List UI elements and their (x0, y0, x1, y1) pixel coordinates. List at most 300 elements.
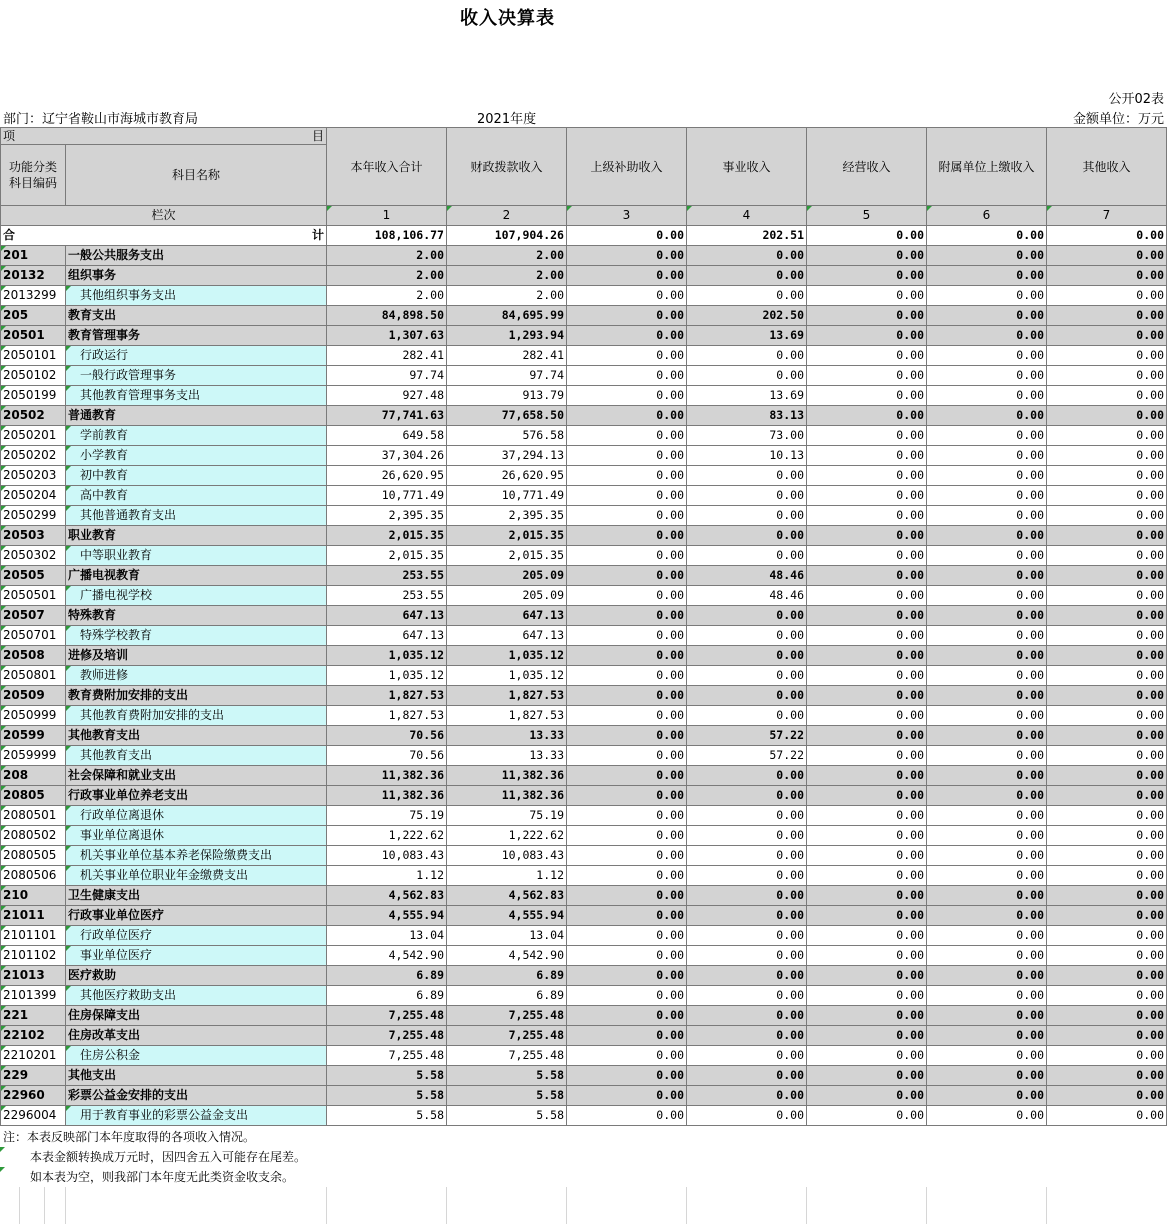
subject-name-cell[interactable] (66, 846, 327, 866)
amount-cell-col-1[interactable]: 2,015.35 (327, 526, 447, 546)
amount-cell-col-2[interactable]: 2.00 (447, 246, 567, 266)
amount-cell-col-4[interactable]: 0.00 (687, 786, 807, 806)
amount-cell-col-2[interactable]: 2,395.35 (447, 506, 567, 526)
amount-cell-col-4[interactable]: 0.00 (687, 946, 807, 966)
amount-cell-col-1[interactable]: 253.55 (327, 586, 447, 606)
amount-cell-col-6[interactable]: 0.00 (927, 766, 1047, 786)
amount-cell-col-4[interactable]: 0.00 (687, 686, 807, 706)
amount-cell-col-2[interactable]: 26,620.95 (447, 466, 567, 486)
amount-cell-col-2[interactable]: 5.58 (447, 1086, 567, 1106)
amount-cell-col-7[interactable]: 0.00 (1047, 386, 1167, 406)
amount-cell-col-1[interactable]: 253.55 (327, 566, 447, 586)
amount-cell-col-2[interactable]: 7,255.48 (447, 1026, 567, 1046)
amount-cell-col-1[interactable]: 2.00 (327, 286, 447, 306)
amount-cell-col-2[interactable]: 10,083.43 (447, 846, 567, 866)
col-number-7[interactable]: 7 (1047, 206, 1167, 226)
subject-name-cell[interactable] (66, 686, 327, 706)
amount-cell-col-3[interactable]: 0.00 (567, 566, 687, 586)
amount-cell-col-5[interactable]: 0.00 (807, 286, 927, 306)
subject-name-cell[interactable] (66, 346, 327, 366)
subject-name-cell[interactable] (66, 766, 327, 786)
total-value-4[interactable]: 202.51 (687, 226, 807, 246)
amount-cell-col-2[interactable]: 75.19 (447, 806, 567, 826)
amount-cell-col-6[interactable]: 0.00 (927, 806, 1047, 826)
amount-cell-col-7[interactable]: 0.00 (1047, 866, 1167, 886)
amount-cell-col-5[interactable]: 0.00 (807, 326, 927, 346)
subject-code-cell[interactable] (1, 786, 66, 806)
amount-cell-col-2[interactable]: 647.13 (447, 606, 567, 626)
col-number-1[interactable]: 1 (327, 206, 447, 226)
subject-name-cell[interactable] (66, 266, 327, 286)
subject-name-cell[interactable] (66, 1086, 327, 1106)
amount-cell-col-6[interactable]: 0.00 (927, 1066, 1047, 1086)
amount-cell-col-7[interactable]: 0.00 (1047, 606, 1167, 626)
amount-cell-col-5[interactable]: 0.00 (807, 746, 927, 766)
amount-cell-col-3[interactable]: 0.00 (567, 646, 687, 666)
subject-name-cell[interactable] (66, 1006, 327, 1026)
subject-name-cell[interactable] (66, 926, 327, 946)
amount-cell-col-2[interactable]: 1,827.53 (447, 706, 567, 726)
amount-cell-col-2[interactable]: 1,222.62 (447, 826, 567, 846)
amount-cell-col-4[interactable]: 10.13 (687, 446, 807, 466)
amount-cell-col-6[interactable]: 0.00 (927, 246, 1047, 266)
amount-cell-col-1[interactable]: 70.56 (327, 746, 447, 766)
amount-cell-col-4[interactable]: 0.00 (687, 886, 807, 906)
amount-cell-col-4[interactable]: 0.00 (687, 806, 807, 826)
subject-code-cell[interactable] (1, 506, 66, 526)
amount-cell-col-7[interactable]: 0.00 (1047, 566, 1167, 586)
subject-code-cell[interactable] (1, 1026, 66, 1046)
header-subject-name[interactable]: 科目名称 (66, 145, 327, 206)
amount-cell-col-1[interactable]: 4,555.94 (327, 906, 447, 926)
amount-cell-col-7[interactable]: 0.00 (1047, 706, 1167, 726)
amount-cell-col-6[interactable]: 0.00 (927, 1046, 1047, 1066)
amount-cell-col-6[interactable]: 0.00 (927, 406, 1047, 426)
amount-cell-col-2[interactable]: 2.00 (447, 266, 567, 286)
amount-cell-col-3[interactable]: 0.00 (567, 906, 687, 926)
amount-cell-col-4[interactable]: 0.00 (687, 826, 807, 846)
amount-cell-col-5[interactable]: 0.00 (807, 1006, 927, 1026)
amount-cell-col-5[interactable]: 0.00 (807, 606, 927, 626)
amount-cell-col-6[interactable]: 0.00 (927, 746, 1047, 766)
amount-cell-col-5[interactable]: 0.00 (807, 826, 927, 846)
amount-cell-col-4[interactable]: 83.13 (687, 406, 807, 426)
amount-cell-col-7[interactable]: 0.00 (1047, 986, 1167, 1006)
subject-name-cell[interactable] (66, 946, 327, 966)
amount-cell-col-1[interactable]: 1,827.53 (327, 686, 447, 706)
subject-name-cell[interactable] (66, 386, 327, 406)
amount-cell-col-6[interactable]: 0.00 (927, 846, 1047, 866)
amount-cell-col-4[interactable]: 0.00 (687, 666, 807, 686)
subject-code-cell[interactable] (1, 1006, 66, 1026)
amount-cell-col-5[interactable]: 0.00 (807, 386, 927, 406)
amount-cell-col-7[interactable]: 0.00 (1047, 406, 1167, 426)
amount-cell-col-7[interactable]: 0.00 (1047, 446, 1167, 466)
subject-name-cell[interactable] (66, 826, 327, 846)
subject-code-cell[interactable] (1, 406, 66, 426)
amount-cell-col-3[interactable]: 0.00 (567, 286, 687, 306)
header-col-7[interactable]: 其他收入 (1047, 128, 1167, 206)
amount-cell-col-2[interactable]: 5.58 (447, 1066, 567, 1086)
amount-cell-col-6[interactable]: 0.00 (927, 546, 1047, 566)
amount-cell-col-5[interactable]: 0.00 (807, 806, 927, 826)
subject-name-cell[interactable] (66, 306, 327, 326)
amount-cell-col-4[interactable]: 202.50 (687, 306, 807, 326)
amount-cell-col-5[interactable]: 0.00 (807, 706, 927, 726)
total-value-1[interactable]: 108,106.77 (327, 226, 447, 246)
subject-name-cell[interactable] (66, 506, 327, 526)
amount-cell-col-1[interactable]: 1,222.62 (327, 826, 447, 846)
amount-cell-col-6[interactable]: 0.00 (927, 906, 1047, 926)
amount-cell-col-3[interactable]: 0.00 (567, 746, 687, 766)
total-value-2[interactable]: 107,904.26 (447, 226, 567, 246)
total-value-5[interactable]: 0.00 (807, 226, 927, 246)
amount-cell-col-6[interactable]: 0.00 (927, 866, 1047, 886)
amount-cell-col-3[interactable]: 0.00 (567, 266, 687, 286)
amount-cell-col-6[interactable]: 0.00 (927, 426, 1047, 446)
subject-code-cell[interactable] (1, 686, 66, 706)
amount-cell-col-5[interactable]: 0.00 (807, 346, 927, 366)
amount-cell-col-3[interactable]: 0.00 (567, 966, 687, 986)
amount-cell-col-6[interactable]: 0.00 (927, 646, 1047, 666)
subject-code-cell[interactable] (1, 446, 66, 466)
amount-cell-col-4[interactable]: 0.00 (687, 486, 807, 506)
amount-cell-col-6[interactable]: 0.00 (927, 606, 1047, 626)
subject-code-cell[interactable] (1, 846, 66, 866)
header-lanci[interactable]: 栏次 (1, 206, 327, 226)
amount-cell-col-4[interactable]: 0.00 (687, 606, 807, 626)
subject-name-cell[interactable] (66, 866, 327, 886)
amount-cell-col-5[interactable]: 0.00 (807, 846, 927, 866)
subject-name-cell[interactable] (66, 646, 327, 666)
amount-cell-col-4[interactable]: 0.00 (687, 766, 807, 786)
subject-name-cell[interactable] (66, 546, 327, 566)
amount-cell-col-3[interactable]: 0.00 (567, 466, 687, 486)
amount-cell-col-5[interactable]: 0.00 (807, 1106, 927, 1126)
amount-cell-col-6[interactable]: 0.00 (927, 286, 1047, 306)
amount-cell-col-1[interactable]: 647.13 (327, 606, 447, 626)
subject-code-cell[interactable] (1, 306, 66, 326)
amount-cell-col-4[interactable]: 48.46 (687, 566, 807, 586)
amount-cell-col-4[interactable]: 0.00 (687, 1066, 807, 1086)
amount-cell-col-2[interactable]: 10,771.49 (447, 486, 567, 506)
amount-cell-col-3[interactable]: 0.00 (567, 1046, 687, 1066)
subject-name-cell[interactable] (66, 426, 327, 446)
amount-cell-col-1[interactable]: 77,741.63 (327, 406, 447, 426)
amount-cell-col-3[interactable]: 0.00 (567, 306, 687, 326)
amount-cell-col-3[interactable]: 0.00 (567, 506, 687, 526)
amount-cell-col-1[interactable]: 1,035.12 (327, 666, 447, 686)
amount-cell-col-6[interactable]: 0.00 (927, 366, 1047, 386)
subject-name-cell[interactable] (66, 406, 327, 426)
amount-cell-col-7[interactable]: 0.00 (1047, 1026, 1167, 1046)
subject-code-cell[interactable] (1, 706, 66, 726)
subject-code-cell[interactable] (1, 1046, 66, 1066)
amount-cell-col-1[interactable]: 1.12 (327, 866, 447, 886)
amount-cell-col-7[interactable]: 0.00 (1047, 366, 1167, 386)
subject-name-cell[interactable] (66, 986, 327, 1006)
amount-cell-col-7[interactable]: 0.00 (1047, 686, 1167, 706)
amount-cell-col-6[interactable]: 0.00 (927, 1006, 1047, 1026)
subject-code-cell[interactable] (1, 486, 66, 506)
amount-cell-col-3[interactable]: 0.00 (567, 706, 687, 726)
amount-cell-col-7[interactable]: 0.00 (1047, 246, 1167, 266)
amount-cell-col-3[interactable]: 0.00 (567, 686, 687, 706)
amount-cell-col-7[interactable]: 0.00 (1047, 646, 1167, 666)
subject-code-cell[interactable] (1, 986, 66, 1006)
amount-cell-col-5[interactable]: 0.00 (807, 486, 927, 506)
subject-code-cell[interactable] (1, 326, 66, 346)
amount-cell-col-1[interactable]: 4,562.83 (327, 886, 447, 906)
amount-cell-col-6[interactable]: 0.00 (927, 266, 1047, 286)
amount-cell-col-4[interactable]: 73.00 (687, 426, 807, 446)
amount-cell-col-1[interactable]: 2,015.35 (327, 546, 447, 566)
amount-cell-col-7[interactable]: 0.00 (1047, 306, 1167, 326)
amount-cell-col-4[interactable]: 57.22 (687, 726, 807, 746)
amount-cell-col-3[interactable]: 0.00 (567, 366, 687, 386)
amount-cell-col-2[interactable]: 205.09 (447, 586, 567, 606)
header-col-4[interactable]: 事业收入 (687, 128, 807, 206)
amount-cell-col-3[interactable]: 0.00 (567, 666, 687, 686)
amount-cell-col-5[interactable]: 0.00 (807, 1046, 927, 1066)
subject-name-cell[interactable] (66, 566, 327, 586)
amount-cell-col-4[interactable]: 0.00 (687, 1086, 807, 1106)
amount-cell-col-7[interactable]: 0.00 (1047, 486, 1167, 506)
amount-cell-col-1[interactable]: 84,898.50 (327, 306, 447, 326)
amount-cell-col-7[interactable]: 0.00 (1047, 906, 1167, 926)
subject-code-cell[interactable] (1, 526, 66, 546)
amount-cell-col-5[interactable]: 0.00 (807, 786, 927, 806)
subject-code-cell[interactable] (1, 806, 66, 826)
amount-cell-col-7[interactable]: 0.00 (1047, 1006, 1167, 1026)
amount-cell-col-2[interactable]: 77,658.50 (447, 406, 567, 426)
amount-cell-col-4[interactable]: 13.69 (687, 326, 807, 346)
amount-cell-col-1[interactable]: 7,255.48 (327, 1026, 447, 1046)
header-col-6[interactable]: 附属单位上缴收入 (927, 128, 1047, 206)
amount-cell-col-7[interactable]: 0.00 (1047, 806, 1167, 826)
amount-cell-col-7[interactable]: 0.00 (1047, 966, 1167, 986)
amount-cell-col-5[interactable]: 0.00 (807, 586, 927, 606)
amount-cell-col-7[interactable]: 0.00 (1047, 726, 1167, 746)
header-col-3[interactable]: 上级补助收入 (567, 128, 687, 206)
amount-cell-col-7[interactable]: 0.00 (1047, 926, 1167, 946)
amount-cell-col-6[interactable]: 0.00 (927, 326, 1047, 346)
amount-cell-col-1[interactable]: 5.58 (327, 1086, 447, 1106)
amount-cell-col-7[interactable]: 0.00 (1047, 946, 1167, 966)
amount-cell-col-7[interactable]: 0.00 (1047, 786, 1167, 806)
amount-cell-col-5[interactable]: 0.00 (807, 546, 927, 566)
amount-cell-col-5[interactable]: 0.00 (807, 966, 927, 986)
amount-cell-col-7[interactable]: 0.00 (1047, 886, 1167, 906)
amount-cell-col-5[interactable]: 0.00 (807, 366, 927, 386)
subject-code-cell[interactable] (1, 866, 66, 886)
amount-cell-col-4[interactable]: 0.00 (687, 246, 807, 266)
amount-cell-col-2[interactable]: 13.33 (447, 746, 567, 766)
amount-cell-col-3[interactable]: 0.00 (567, 766, 687, 786)
amount-cell-col-6[interactable]: 0.00 (927, 626, 1047, 646)
subject-code-cell[interactable] (1, 606, 66, 626)
amount-cell-col-4[interactable]: 0.00 (687, 1006, 807, 1026)
amount-cell-col-3[interactable]: 0.00 (567, 386, 687, 406)
amount-cell-col-2[interactable]: 5.58 (447, 1106, 567, 1126)
amount-cell-col-6[interactable]: 0.00 (927, 706, 1047, 726)
subject-name-cell[interactable] (66, 886, 327, 906)
amount-cell-col-1[interactable]: 2.00 (327, 266, 447, 286)
subject-name-cell[interactable] (66, 966, 327, 986)
amount-cell-col-3[interactable]: 0.00 (567, 986, 687, 1006)
amount-cell-col-6[interactable]: 0.00 (927, 1106, 1047, 1126)
subject-name-cell[interactable] (66, 906, 327, 926)
amount-cell-col-7[interactable]: 0.00 (1047, 826, 1167, 846)
subject-name-cell[interactable] (66, 466, 327, 486)
amount-cell-col-3[interactable]: 0.00 (567, 1066, 687, 1086)
subject-code-cell[interactable] (1, 746, 66, 766)
amount-cell-col-1[interactable]: 97.74 (327, 366, 447, 386)
amount-cell-col-4[interactable]: 0.00 (687, 506, 807, 526)
amount-cell-col-1[interactable]: 26,620.95 (327, 466, 447, 486)
amount-cell-col-7[interactable]: 0.00 (1047, 1106, 1167, 1126)
amount-cell-col-6[interactable]: 0.00 (927, 1026, 1047, 1046)
amount-cell-col-7[interactable]: 0.00 (1047, 506, 1167, 526)
amount-cell-col-1[interactable]: 647.13 (327, 626, 447, 646)
amount-cell-col-2[interactable]: 84,695.99 (447, 306, 567, 326)
amount-cell-col-1[interactable]: 37,304.26 (327, 446, 447, 466)
header-col-5[interactable]: 经营收入 (807, 128, 927, 206)
amount-cell-col-5[interactable]: 0.00 (807, 766, 927, 786)
amount-cell-col-4[interactable]: 0.00 (687, 846, 807, 866)
subject-name-cell[interactable] (66, 246, 327, 266)
amount-cell-col-4[interactable]: 0.00 (687, 366, 807, 386)
amount-cell-col-7[interactable]: 0.00 (1047, 286, 1167, 306)
amount-cell-col-3[interactable]: 0.00 (567, 726, 687, 746)
amount-cell-col-5[interactable]: 0.00 (807, 446, 927, 466)
amount-cell-col-5[interactable]: 0.00 (807, 926, 927, 946)
amount-cell-col-5[interactable]: 0.00 (807, 566, 927, 586)
subject-name-cell[interactable] (66, 1106, 327, 1126)
subject-name-cell[interactable] (66, 806, 327, 826)
amount-cell-col-5[interactable]: 0.00 (807, 946, 927, 966)
subject-code-cell[interactable] (1, 626, 66, 646)
subject-code-cell[interactable] (1, 586, 66, 606)
amount-cell-col-2[interactable]: 11,382.36 (447, 766, 567, 786)
amount-cell-col-5[interactable]: 0.00 (807, 626, 927, 646)
amount-cell-col-6[interactable]: 0.00 (927, 826, 1047, 846)
amount-cell-col-4[interactable]: 0.00 (687, 346, 807, 366)
amount-cell-col-2[interactable]: 1,035.12 (447, 646, 567, 666)
total-value-7[interactable]: 0.00 (1047, 226, 1167, 246)
amount-cell-col-7[interactable]: 0.00 (1047, 266, 1167, 286)
amount-cell-col-4[interactable]: 0.00 (687, 906, 807, 926)
amount-cell-col-5[interactable]: 0.00 (807, 1026, 927, 1046)
amount-cell-col-4[interactable]: 13.69 (687, 386, 807, 406)
col-number-2[interactable]: 2 (447, 206, 567, 226)
total-value-3[interactable]: 0.00 (567, 226, 687, 246)
amount-cell-col-2[interactable]: 1,035.12 (447, 666, 567, 686)
subject-code-cell[interactable] (1, 426, 66, 446)
amount-cell-col-2[interactable]: 11,382.36 (447, 786, 567, 806)
amount-cell-col-1[interactable]: 2,395.35 (327, 506, 447, 526)
amount-cell-col-4[interactable]: 0.00 (687, 1046, 807, 1066)
amount-cell-col-2[interactable]: 2,015.35 (447, 526, 567, 546)
amount-cell-col-1[interactable]: 11,382.36 (327, 786, 447, 806)
amount-cell-col-2[interactable]: 6.89 (447, 986, 567, 1006)
subject-name-cell[interactable] (66, 366, 327, 386)
subject-name-cell[interactable] (66, 486, 327, 506)
amount-cell-col-5[interactable]: 0.00 (807, 726, 927, 746)
amount-cell-col-1[interactable]: 7,255.48 (327, 1006, 447, 1026)
amount-cell-col-1[interactable]: 13.04 (327, 926, 447, 946)
subject-code-cell[interactable] (1, 926, 66, 946)
amount-cell-col-3[interactable]: 0.00 (567, 946, 687, 966)
amount-cell-col-5[interactable]: 0.00 (807, 666, 927, 686)
amount-cell-col-4[interactable]: 0.00 (687, 266, 807, 286)
subject-code-cell[interactable] (1, 666, 66, 686)
amount-cell-col-5[interactable]: 0.00 (807, 506, 927, 526)
amount-cell-col-4[interactable]: 0.00 (687, 926, 807, 946)
subject-name-cell[interactable] (66, 666, 327, 686)
amount-cell-col-3[interactable]: 0.00 (567, 406, 687, 426)
amount-cell-col-6[interactable]: 0.00 (927, 446, 1047, 466)
amount-cell-col-7[interactable]: 0.00 (1047, 526, 1167, 546)
amount-cell-col-2[interactable]: 2,015.35 (447, 546, 567, 566)
amount-cell-col-3[interactable]: 0.00 (567, 446, 687, 466)
amount-cell-col-1[interactable]: 10,771.49 (327, 486, 447, 506)
subject-code-cell[interactable] (1, 1106, 66, 1126)
amount-cell-col-5[interactable]: 0.00 (807, 866, 927, 886)
amount-cell-col-6[interactable]: 0.00 (927, 466, 1047, 486)
amount-cell-col-4[interactable]: 0.00 (687, 966, 807, 986)
amount-cell-col-6[interactable]: 0.00 (927, 966, 1047, 986)
amount-cell-col-7[interactable]: 0.00 (1047, 466, 1167, 486)
amount-cell-col-4[interactable]: 0.00 (687, 646, 807, 666)
amount-cell-col-4[interactable]: 0.00 (687, 626, 807, 646)
subject-name-cell[interactable] (66, 1046, 327, 1066)
amount-cell-col-6[interactable]: 0.00 (927, 986, 1047, 1006)
subject-code-cell[interactable] (1, 1066, 66, 1086)
subject-name-cell[interactable] (66, 526, 327, 546)
amount-cell-col-3[interactable]: 0.00 (567, 326, 687, 346)
subject-code-cell[interactable] (1, 286, 66, 306)
amount-cell-col-4[interactable]: 0.00 (687, 986, 807, 1006)
subject-code-cell[interactable] (1, 346, 66, 366)
amount-cell-col-7[interactable]: 0.00 (1047, 326, 1167, 346)
amount-cell-col-3[interactable]: 0.00 (567, 586, 687, 606)
amount-cell-col-3[interactable]: 0.00 (567, 846, 687, 866)
amount-cell-col-5[interactable]: 0.00 (807, 306, 927, 326)
amount-cell-col-2[interactable]: 1,827.53 (447, 686, 567, 706)
amount-cell-col-1[interactable]: 649.58 (327, 426, 447, 446)
subject-name-cell[interactable] (66, 786, 327, 806)
amount-cell-col-3[interactable]: 0.00 (567, 606, 687, 626)
amount-cell-col-7[interactable]: 0.00 (1047, 846, 1167, 866)
amount-cell-col-3[interactable]: 0.00 (567, 526, 687, 546)
amount-cell-col-6[interactable]: 0.00 (927, 586, 1047, 606)
subject-code-cell[interactable] (1, 886, 66, 906)
subject-name-cell[interactable] (66, 586, 327, 606)
amount-cell-col-4[interactable]: 0.00 (687, 1106, 807, 1126)
amount-cell-col-2[interactable]: 7,255.48 (447, 1006, 567, 1026)
amount-cell-col-3[interactable]: 0.00 (567, 1106, 687, 1126)
amount-cell-col-2[interactable]: 97.74 (447, 366, 567, 386)
amount-cell-col-6[interactable]: 0.00 (927, 666, 1047, 686)
amount-cell-col-5[interactable]: 0.00 (807, 466, 927, 486)
subject-code-cell[interactable] (1, 726, 66, 746)
amount-cell-col-1[interactable]: 7,255.48 (327, 1046, 447, 1066)
amount-cell-col-7[interactable]: 0.00 (1047, 666, 1167, 686)
amount-cell-col-4[interactable]: 0.00 (687, 466, 807, 486)
subject-code-cell[interactable] (1, 466, 66, 486)
col-number-4[interactable]: 4 (687, 206, 807, 226)
